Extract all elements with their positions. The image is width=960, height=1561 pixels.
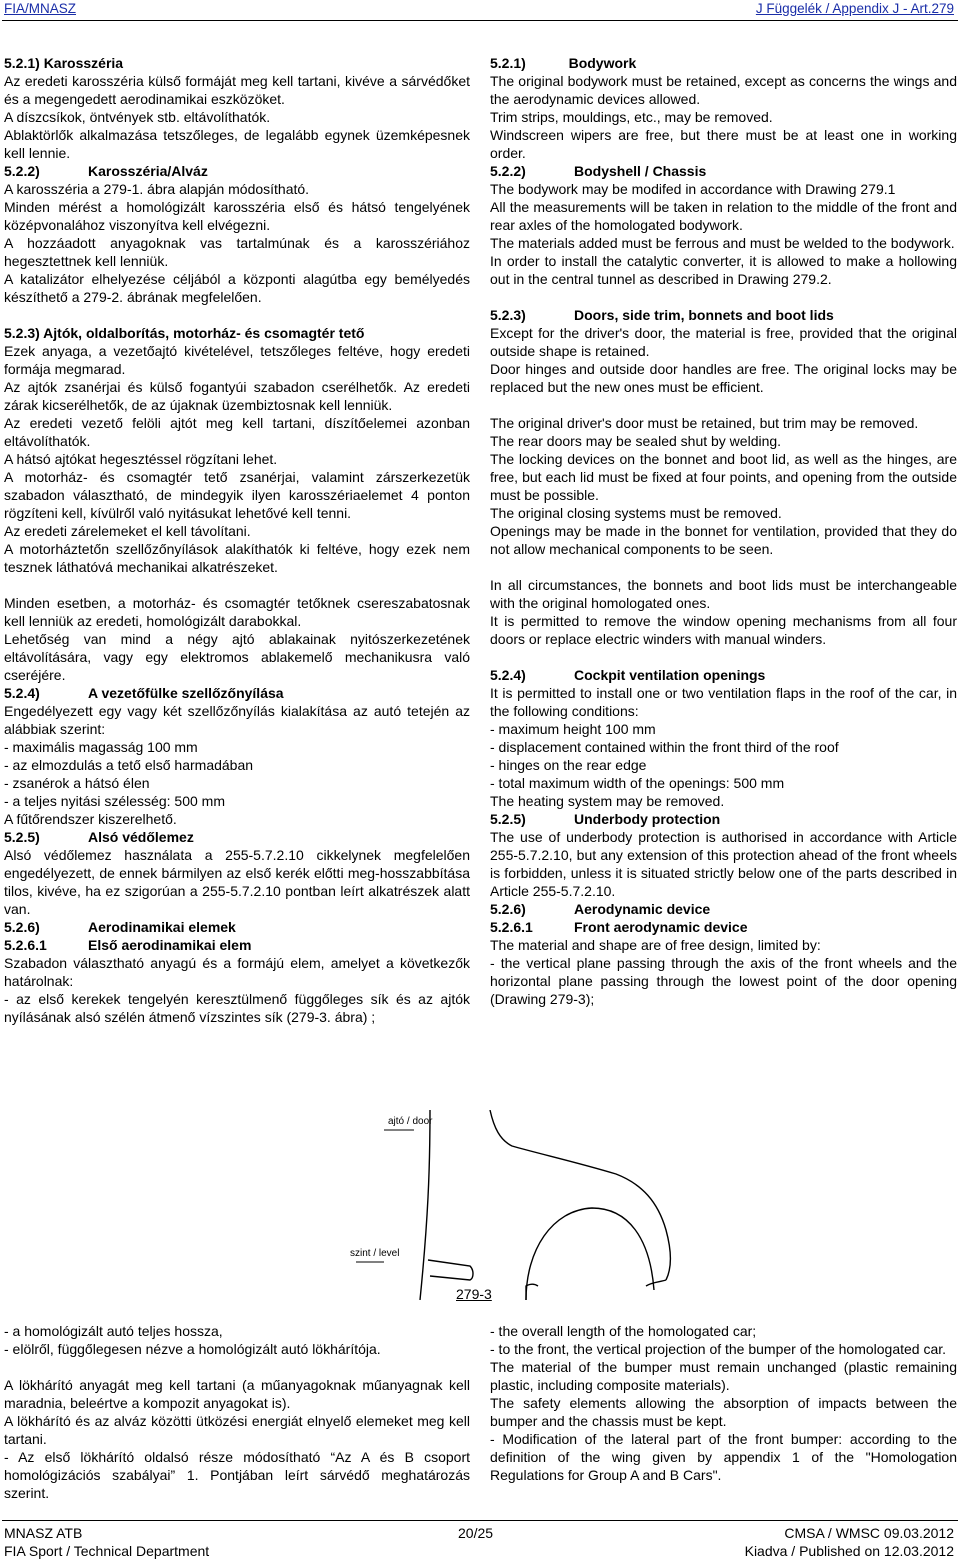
section-heading: 5.2.6.1 Front aerodynamic device <box>490 919 748 935</box>
paragraph: Minden mérést a homológizált karosszéria első és hátsó tengelyének középvonalához viszonyítva kell elvégezni. <box>4 199 470 233</box>
section-heading: 5.2.5) Underbody protection <box>490 811 721 827</box>
paragraph: The material and shape are of free design, limited by: <box>490 937 821 953</box>
list-item: - hinges on the rear edge <box>490 757 647 773</box>
section-heading: 5.2.1) Karosszéria <box>4 55 124 71</box>
list-item: - a teljes nyitási szélesség: 500 mm <box>4 793 225 809</box>
car-front-drawing <box>280 1110 680 1300</box>
section-heading: 5.2.2) Bodyshell / Chassis <box>490 163 707 179</box>
paragraph: The original closing systems must be removed. <box>490 505 782 521</box>
paragraph: A motorház- és csomagtér tető zsanérjai, valamint zárszerkezetük szabadon választható, de mindegyik ilyen karosszériaelemet 4 ponton rögzíteni kell, kívülről való nyitásukat lehetővé kell tenni. <box>4 469 470 521</box>
section-heading: 5.2.4) A vezetőfülke szellőzőnyílása <box>4 685 284 701</box>
paragraph: The original driver's door must be retained, but trim may be removed. <box>490 415 919 431</box>
footer-right: CMSA / WMSC 09.03.2012 Kiadva / Published on 12.03.2012 <box>744 1525 954 1559</box>
header-right-link[interactable]: J Függelék / Appendix J - Art.279 <box>755 1 954 16</box>
hungarian-column <box>4 54 470 1026</box>
footer-rule <box>2 1520 958 1521</box>
section-heading: 5.2.3) Doors, side trim, bonnets and boot lids <box>490 307 834 323</box>
paragraph: Alsó védőlemez használata a 255-5.7.2.10 cikkelynek megfelelően engedélyezett, de ennek bármilyen az első kerék előtti meg-hosszabbítása tilos, kivéve, ha ez szigorúan a 255-5.7.2.10 pontban leírt alkatrészek alatt van. <box>4 847 470 917</box>
paragraph: All the measurements will be taken in relation to the middle of the front and rear axles of the homologated bodywork. <box>490 199 957 233</box>
paragraph: Szabadon választható anyagú és a formájú elem, amelyet a következők határolnak: <box>4 955 470 989</box>
paragraph: Engedélyezett egy vagy két szellőzőnyílás kialakítása az autó tetején az alábbiak szerint: <box>4 703 470 737</box>
paragraph: Lehetőség van mind a négy ajtó ablakainak nyitószerkezetének eltávolítására, vagy egy elektromos ablakemelő mechanikusra való cseréjére. <box>4 631 470 683</box>
paragraph: - the vertical plane passing through the axis of the front wheels and the horizontal plane passing through the lowest point of the door opening (Drawing 279-3); <box>490 955 957 1007</box>
paragraph: The heating system may be removed. <box>490 793 725 809</box>
figure-caption: 279-3 <box>456 1286 492 1302</box>
section-heading: 5.2.3) Ajtók, oldalborítás, motorház- és csomagtér tető <box>4 325 365 341</box>
wheel-arch <box>526 1208 654 1300</box>
english-bottom <box>490 1322 957 1484</box>
paragraph: A fűtőrendszer kiszerelhető. <box>4 811 177 827</box>
door-label: ajtó / door <box>388 1116 433 1127</box>
section-heading: 5.2.6) Aerodinamikai elemek <box>4 919 236 935</box>
paragraph: Openings may be made in the bonnet for ventilation, provided that they do not allow mechanical components to be seen. <box>490 523 957 557</box>
paragraph: Az ajtók zsanérjai és külső fogantyúi szabadon cserélhetők. Az eredeti zárak kicserélhetők, de az újaknak üzembiztosnak kell lenniük. <box>4 379 470 413</box>
paragraph: It is permitted to install one or two ventilation flaps in the roof of the car, in the following conditions: <box>490 685 957 719</box>
paragraph: The safety elements allowing the absorption of impacts between the bumper and the chassis must be kept. <box>490 1395 957 1429</box>
section-heading: 5.2.4) Cockpit ventilation openings <box>490 667 766 683</box>
list-item: - the overall length of the homologated car; <box>490 1323 757 1339</box>
paragraph: In order to install the catalytic converter, it is allowed to make a hollowing out in the central tunnel as described in Drawing 279.2. <box>490 253 957 287</box>
section-heading: 5.2.6.1 Első aerodinamikai elem <box>4 937 252 953</box>
paragraph: The bodywork may be modifed in accordance with Drawing 279.1 <box>490 181 896 197</box>
paragraph: Except for the driver's door, the material is free, provided that the original outside shape is retained. <box>490 325 957 359</box>
footer-left: MNASZ ATB FIA Sport / Technical Department <box>4 1525 210 1559</box>
paragraph: - Modification of the lateral part of the front bumper: according to the definition of the wing given by appendix 1 of the "Homologation Regulations for Group A and B Cars". <box>490 1431 957 1483</box>
header-left-link[interactable]: FIA/MNASZ <box>4 1 77 16</box>
list-item: - displacement contained within the front third of the roof <box>490 739 839 755</box>
paragraph: A díszcsíkok, öntvények stb. eltávolíthatók. <box>4 109 271 125</box>
paragraph: A katalizátor elhelyezése céljából a központi alagútba egy bemélyedés készíthető a 279-2. ábrának megfelelően. <box>4 271 470 305</box>
level-label: szint / level <box>350 1248 400 1259</box>
level-line <box>428 1260 473 1280</box>
paragraph: The material of the bumper must remain unchanged (plastic remaining plastic, including composite materials). <box>490 1359 957 1393</box>
paragraph: The original bodywork must be retained, except as concerns the wings and the aerodynamic devices allowed. <box>490 73 957 107</box>
list-item: - total maximum width of the openings: 500 mm <box>490 775 785 791</box>
paragraph: It is permitted to remove the window opening mechanisms from all four doors or replace electric winders with manual winders. <box>490 613 957 647</box>
paragraph: - Az első lökhárító oldalsó része módosítható “Az A és B csoport homológizációs szabályai” 1. Pontjában leírt sárvédő meghatározás szerint. <box>4 1449 470 1501</box>
paragraph: The materials added must be ferrous and must be welded to the bodywork. <box>490 235 955 251</box>
paragraph: Az eredeti zárelemeket el kell távolítani. <box>4 523 251 539</box>
paragraph: A hátsó ajtókat hegesztéssel rögzítani lehet. <box>4 451 278 467</box>
paragraph: The rear doors may be sealed shut by welding. <box>490 433 782 449</box>
paragraph: Minden esetben, a motorház- és csomagtér tetőknek csereszabatosnak kell lenniük az eredeti, homológizált darabokkal. <box>4 595 470 629</box>
list-item: - elölről, függőlegesen nézve a homológizált autó lökhárítója. <box>4 1341 381 1357</box>
section-heading: 5.2.6) Aerodynamic device <box>490 901 711 917</box>
list-item: - zsanérok a hátsó élen <box>4 775 150 791</box>
paragraph: A hozzáadott anyagoknak vas tartalmúnak és a karosszériához hegesztettnek kell lenniük. <box>4 235 470 269</box>
paragraph: A lökhárító és az alváz közötti ütközési energiát elnyelő elemeket meg kell tartani. <box>4 1413 470 1447</box>
paragraph: Windscreen wipers are free, but there must be at least one in working order. <box>490 127 957 161</box>
paragraph: - az első kerekek tengelyén keresztülmenő függőleges sík és az ajtók nyílásának alsó szélén átmenő vízszintes sík (279-3. ábra) ; <box>4 991 470 1025</box>
paragraph: A karosszéria a 279-1. ábra alapján módosítható. <box>4 181 310 197</box>
page-number: 20/25 <box>458 1525 494 1541</box>
paragraph: In all circumstances, the bonnets and boot lids must be interchangeable with the original homologated ones. <box>490 577 957 611</box>
hungarian-bottom <box>4 1322 470 1502</box>
section-heading: 5.2.1) Bodywork <box>490 55 637 71</box>
paragraph: A motorháztetőn szellőzőnyílások alakíthatók ki feltéve, hogy ezek nem tesznek láthatóvá mechanikai alkatrészeket. <box>4 541 470 575</box>
door-line <box>420 1110 430 1300</box>
paragraph: The locking devices on the bonnet and boot lid, as well as the hinges, are free, but each lid must be fixed at four points, and opening from the outside must be possible. <box>490 451 957 503</box>
paragraph: Ablaktörlők alkalmazása tetszőleges, de legalább egynek üzemképesnek kell lennie. <box>4 127 470 161</box>
paragraph: Ezek anyaga, a vezetőajtó kivételével, tetszőleges feltéve, hogy eredeti formája megmarad. <box>4 343 470 377</box>
list-item: - a homológizált autó teljes hossza, <box>4 1323 223 1339</box>
paragraph: Trim strips, mouldings, etc., may be removed. <box>490 109 773 125</box>
list-item: - to the front, the vertical projection of the bumper of the homologated car. <box>490 1341 947 1357</box>
list-item: - az elmozdulás a tető első harmadában <box>4 757 254 773</box>
list-item: - maximális magasság 100 mm <box>4 739 198 755</box>
paragraph: Door hinges and outside door handles are free. The original locks may be replaced but the new ones must be efficient. <box>490 361 957 395</box>
list-item: - maximum height 100 mm <box>490 721 656 737</box>
paragraph: The use of underbody protection is authorised in accordance with Article 255-5.7.2.10, but any extension of this protection ahead of the front wheels is forbidden, unless it is situated strictly below one of the parts described in Article 255-5.7.2.10. <box>490 829 957 899</box>
paragraph: Az eredeti vezető felöli ajtót meg kell tartani, díszítőelemei azonban eltávolíthatók. <box>4 415 470 449</box>
paragraph: Az eredeti karosszéria külső formáját meg kell tartani, kivéve a sárvédőket és a megengedett aerodinamikai eszközöket. <box>4 73 470 107</box>
paragraph: A lökhárító anyagát meg kell tartani (a műanyagoknak műanyagnak kell maradnia, beleértve a kompozit anyagokat is). <box>4 1377 470 1411</box>
section-heading: 5.2.5) Alsó védőlemez <box>4 829 194 845</box>
section-heading: 5.2.2) Karosszéria/Alváz <box>4 163 208 179</box>
hood-line <box>490 1110 671 1280</box>
english-column <box>490 54 957 1008</box>
header-rule <box>2 20 958 21</box>
